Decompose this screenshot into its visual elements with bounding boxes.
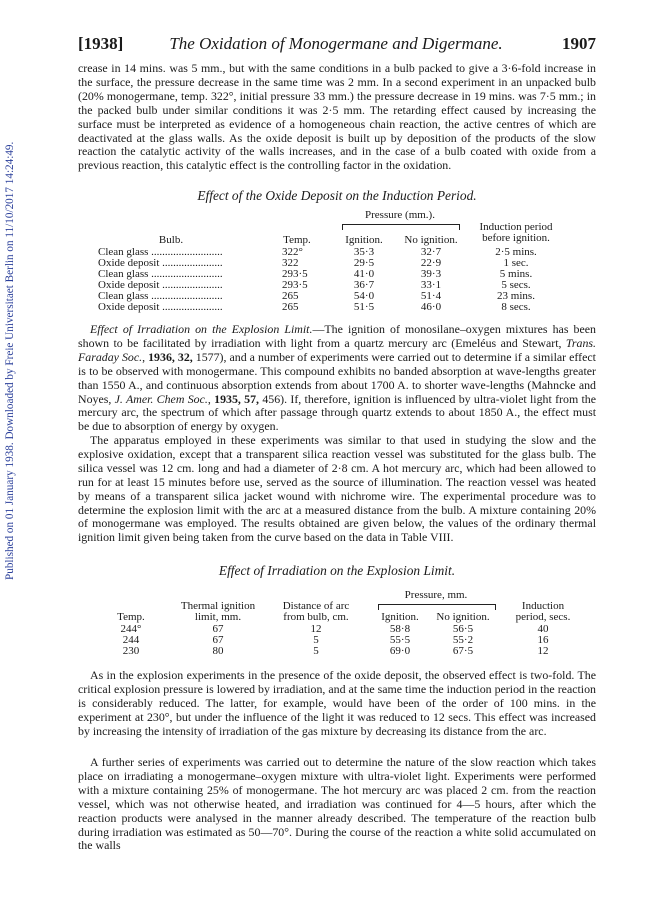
table2-distance-header-1: Distance of arc [282,600,350,612]
journal-trans-faraday: Trans. Faraday Soc. [78,335,596,364]
header-title: The Oxidation of Monogermane and Digermane. [169,34,503,53]
paragraph-further-experiments: A further series of experiments was carried out to determine the nature of the slow reaction which takes place on irradiating a monogermane–oxygen mixture with ultra-violet light. Experiments were performed with a mixture containing 25% of monogermane. The hot mercury arc was placed 2 cm. from the reaction vessel, which was not otherwise heated, and irradiation was continued for 4—5 hours, after which the reaction products were analysed in the manner already described. The temperature of the reaction bulb during irradiation was estimated as 50—70°. During the course of the reaction a white solid accumulated on the walls [78,755,596,853]
table1-row-no-ignition: 33·1 [420,279,442,291]
table1-row-no-ignition: 32·7 [420,246,442,258]
ref-1935: 1935, 57, [214,391,260,406]
table1-row-ignition: 54·0 [353,290,375,302]
irradiation-heading: Effect of Irradiation on the Explosion Limit. [90,322,313,336]
table2-row-no-ignition: 55·2 [452,634,474,646]
table2-temp-header: Temp. [117,611,145,623]
table1-bulb-header: Bulb. [158,234,184,246]
table1-row-temp: 293·5 [282,279,308,291]
table1-row-no-ignition: 46·0 [420,301,442,313]
table2-row-ignition: 55·5 [389,634,411,646]
table1-pressure-brace [342,224,460,230]
table2-thermal-header-1: Thermal ignition [180,600,256,612]
page-number: 1907 [562,34,596,53]
download-watermark [4,20,24,580]
table1-ignition-header: Ignition. [345,234,383,246]
table1-row-bulb: Oxide deposit ...................... [98,279,223,291]
paragraph-surface-effect: crease in 14 mins. was 5 mm., but with the same conditions in a bulb packed to give a 3·6-fold increase in the surface, the pressure decrease in the same time was 2 mm. In a second experiment in an unpacked bulb (20% monogermane, temp. 322°, initial pressure 33 mm.) the pressure decrease in 19 mins. was 7·5 mm.; in the packed bulb under similar conditions it was 2·5 mm. The retarding effect caused by increasing the surface must be interpreted as evidence of a homogeneous chain reaction, the active centres of which are deactivated at the glass walls. As the oxide deposit is built up by deposition of the products of the slow reaction the catalytic activity of the walls increases, and in the case of a bulb coated with oxide from a previous reaction, this catalytic effect is the controlling factor in the oxidation. [78,61,596,173]
table2-row-temp: 244° [120,623,142,635]
table1-row-bulb: Clean glass .......................... [98,290,223,302]
ref-1936: 1936, 32, [148,349,193,364]
header-year: [1938] [78,34,124,53]
journal-j-amer-chem: J. Amer. Chem Soc. [114,391,208,406]
table2-row-temp: 244 [122,634,140,646]
table1-row-temp: 265 [282,290,299,302]
paragraph-apparatus: The apparatus employed in these experiments was similar to that used in studying the slow and the explosive oxidation, except that a transparent silica reaction vessel was substituted for the glass bulb. The silica vessel was 12 cm. long and had a diameter of 2·8 cm. A hot mercury arc, which had been allowed to run for at least 15 minutes before use, served as the source of illumination. The reaction vessel was heated by means of a transparent silica jacket wound with nichrome wire. The experimental procedure was to determine the explosion limit with the arc at a measured distance from the bulb. A mixture containing 20% of monogermane was employed. The results obtained are given below, the values of the ordinary thermal ignition limit given being taken from the curve based on the data in Table VIII. [78,433,596,545]
table1-pressure-header: Pressure (mm.). [365,209,435,221]
table1-row-ignition: 29·5 [353,257,375,269]
paragraph-irradiation: Effect of Irradiation on the Explosion Limit.—The ignition of monosilane–oxygen mixtures has been shown to be facilitated by irradiation with light from a quartz mercury arc (Emeléus and Stewart, Trans. Faraday Soc., 1936, 32, 1577), and a number of experiments were carried out to determine if a similar effect is to be observed with monogermane. This compound exhibits no banded absorption at wave-lengths greater than 1550 A., and continuous absorption extends from about 1700 A. to shorter wave-lengths (Mahncke and Noyes, J. Amer. Chem Soc., 1935, 57, 456). If, therefore, ignition is influenced by ultra-violet light from the mercury arc, the spectrum of which after passage through quartz extends to about 1850 A., the effect must be due to absorption of energy by oxygen. [78,322,597,434]
table1-row-induction: 23 mins. [497,290,535,302]
table2-row-induction: 40 [537,623,549,635]
table1-row-temp: 293·5 [282,268,308,280]
table2-row-ignition: 69·0 [389,645,411,657]
table1-row-bulb: Clean glass .......................... [98,246,223,258]
table1-row-induction: 8 secs. [501,301,531,313]
table1-row-bulb: Oxide deposit ...................... [98,257,223,269]
table2-row-induction: 16 [537,634,549,646]
table2-row-distance: 5 [313,634,319,646]
table1-title: Effect of the Oxide Deposit on the Induction Period. [197,188,477,203]
table1-induction-header-2: before ignition. [482,232,550,244]
table2-thermal-header-2: limit, mm. [194,611,242,623]
paragraph-two-fold-effect: As in the explosion experiments in the presence of the oxide deposit, the observed effect is two-fold. The critical explosion pressure is lowered by irradiation, and at the same time the induction period in the reaction is considerably reduced. The latter, for example, would have been of the order of 100 mins. in the experiment at 230°, but under the influence of the light it was reduced to 12 secs. This effect was increased by increasing the intensity of irradiation of the gas mixture by decreasing its distance from the arc. [78,668,596,738]
table1-no-ignition-header: No ignition. [404,234,458,246]
table1-row-induction: 5 secs. [501,279,531,291]
table1-row-bulb: Oxide deposit ...................... [98,301,223,313]
irradiation-text-3: 456). If, therefore, ignition is influenced by ultra-violet light from the mercury arc, the spectrum of which after passage through quartz extends to about 1850 A., the effect must be due to absorption of energy by oxygen. [78,391,597,434]
table2-row-no-ignition: 56·5 [452,623,474,635]
table2-no-ignition-header: No ignition. [436,611,490,623]
table2-title: Effect of Irradiation on the Explosion Limit. [218,563,456,578]
table2-row-thermal: 67 [212,623,224,635]
table1-row-ignition: 41·0 [353,268,375,280]
table2-ignition-header: Ignition. [381,611,419,623]
table1-row-induction: 2·5 mins. [495,246,537,258]
table2-row-no-ignition: 67·5 [452,645,474,657]
table1-temp-header: Temp. [283,234,311,246]
table1-row-no-ignition: 51·4 [420,290,442,302]
table1-row-no-ignition: 22·9 [420,257,442,269]
table1-row-temp: 322 [282,257,299,269]
table1-row-temp: 322° [282,246,303,258]
table2-row-distance: 5 [313,645,319,657]
irradiation-text-1: —The ignition of monosilane–oxygen mixtures has been shown to be facilitated by irradiation with light from a quartz mercury arc (Emeléus and Stewart, [78,322,596,350]
table2-row-temp: 230 [122,645,140,657]
table1-induction-header-1: Induction period [479,221,553,233]
table1-row-bulb: Clean glass .......................... [98,268,223,280]
table2-pressure-header: Pressure, mm. [404,589,468,601]
table2-row-distance: 12 [310,623,322,635]
table1-row-induction: 1 sec. [503,257,529,269]
table2-distance-header-2: from bulb, cm. [283,611,349,623]
table2-pressure-brace [378,604,496,610]
running-header [78,34,596,56]
irradiation-text-2: 1577), and a number of experiments were carried out to determine if a similar effect is to be observed with monogermane. This compound exhibits no banded absorption at wave-lengths greater than 1550 A., and continuous absorption extends from about 1700 A. to shorter wave-lengths (Mahncke and Noyes, [78,349,596,406]
table1-row-temp: 265 [282,301,299,313]
table2-induction-header-1: Induction [521,600,565,612]
table1-row-ignition: 35·3 [353,246,375,258]
table2-row-thermal: 80 [212,645,224,657]
table1-row-no-ignition: 39·3 [420,268,442,280]
download-notice-text: Published on 01 January 1938. Downloaded by Freie Universitaet Berlin on 11/10/2017 14:24:49. [4,141,16,580]
table2-row-induction: 12 [537,645,549,657]
table2-row-thermal: 67 [212,634,224,646]
table1-row-induction: 5 mins. [499,268,533,280]
table1-row-ignition: 36·7 [353,279,375,291]
table2-row-ignition: 58·8 [389,623,411,635]
table1-row-ignition: 51·5 [353,301,375,313]
table2-induction-header-2: period, secs. [515,611,571,623]
